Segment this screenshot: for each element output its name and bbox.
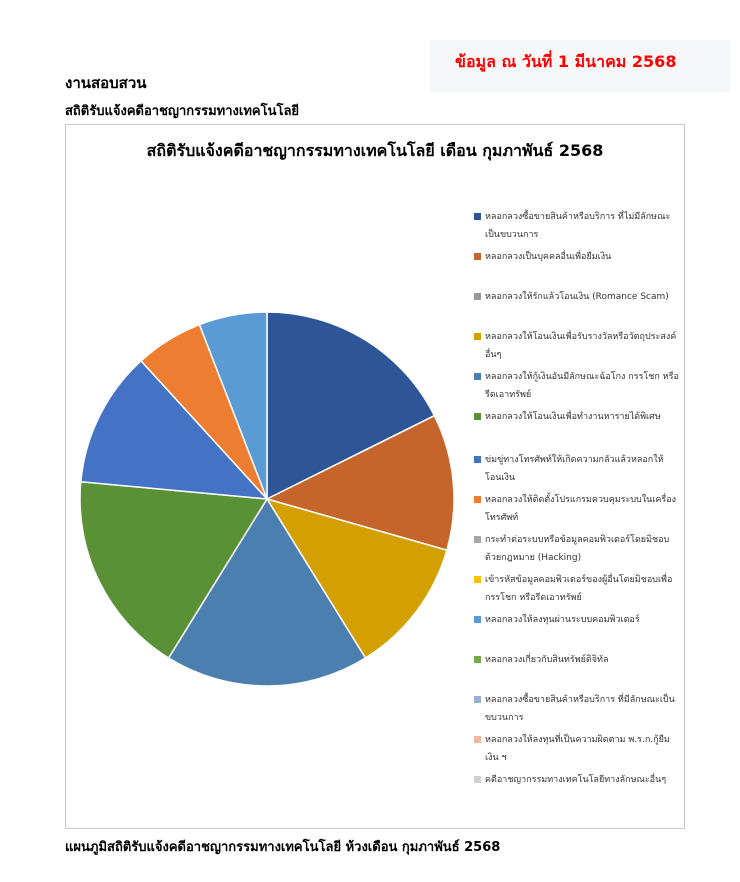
legend-item	[474, 248, 679, 266]
legend-item	[474, 328, 679, 364]
legend-label: เข้ารหัสข้อมูลคอมพิวเตอร์ของผู้อื่นโดยมิชอบเพื่อกรรโชก หรือรีดเอาทรัพย์	[485, 575, 673, 603]
legend-label: หลอกลวงให้ติดตั้งโปรแกรมควบคุมระบบในเครื่องโทรศัพท์	[485, 495, 677, 523]
legend-item	[474, 408, 679, 426]
chart-title: สถิติรับแจ้งคดีอาชญากรรมทางเทคโนโลยี เดือน กุมภาพันธ์ 2568	[146, 141, 604, 160]
legend-label: หลอกลวงเป็นบุคคลอื่นเพื่อยืมเงิน	[485, 252, 612, 262]
legend-item	[474, 531, 679, 567]
legend-label: หลอกลวงให้โอนเงินเพื่อทำงานหารายได้พิเศษ	[485, 412, 661, 422]
legend-label: หลอกลวงให้รักแล้วโอนเงิน (Romance Scam)	[485, 292, 669, 302]
legend-swatch	[474, 736, 481, 743]
legend-item	[474, 611, 679, 629]
chart-caption: แผนภูมิสถิติรับแจ้งคดีอาชญากรรมทางเทคโนโลยี ห้วงเดือน กุมภาพันธ์ 2568	[65, 840, 501, 855]
legend-label: หลอกลวงให้ลงทุนผ่านระบบคอมพิวเตอร์	[485, 615, 640, 625]
legend-swatch	[474, 696, 481, 703]
legend-swatch	[474, 253, 481, 260]
data-date: ข้อมูล ณ วันที่ 1 มีนาคม 2568	[455, 52, 677, 71]
legend-item	[474, 691, 679, 727]
legend-item	[474, 491, 679, 527]
legend-swatch	[474, 333, 481, 340]
legend-swatch	[474, 413, 481, 420]
legend-swatch	[474, 213, 481, 220]
legend-item	[474, 288, 679, 306]
legend-item	[474, 208, 679, 244]
legend-item	[474, 571, 679, 607]
department-heading: งานสอบสวน	[65, 74, 147, 92]
legend-item	[474, 771, 679, 789]
legend-label: หลอกลวงให้โอนเงินเพื่อรับรางวัลหรือวัตถุประสงค์อื่นๆ	[485, 332, 677, 360]
legend-label: หลอกลวงซื้อขายสินค้าหรือบริการ ที่ไม่มีลักษณะเป็นขบวนการ	[485, 212, 671, 240]
legend-swatch	[474, 496, 481, 503]
legend-swatch	[474, 293, 481, 300]
legend-swatch	[474, 536, 481, 543]
legend-swatch	[474, 576, 481, 583]
legend-label: หลอกลวงเกี่ยวกับสินทรัพย์ดิจิทัล	[485, 655, 609, 665]
legend-label: ข่มขู่ทางโทรศัพท์ให้เกิดความกลัวแล้วหลอกให้โอนเงิน	[485, 455, 664, 483]
legend-label: คดีอาชญากรรมทางเทคโนโลยีทางลักษณะอื่นๆ	[485, 775, 667, 785]
legend-item	[474, 368, 679, 404]
legend-item	[474, 451, 679, 487]
legend-swatch	[474, 456, 481, 463]
legend-item	[474, 651, 679, 669]
legend-label: หลอกลวงให้กู้เงินอันมีลักษณะฉ้อโกง กรรโชก หรือรีดเอาทรัพย์	[485, 372, 679, 400]
legend-swatch	[474, 373, 481, 380]
legend-label: หลอกลวงให้ลงทุนที่เป็นความผิดตาม พ.ร.ก.กู้ยืมเงิน ฯ	[485, 735, 670, 763]
section-subtitle: สถิติรับแจ้งคดีอาชญากรรมทางเทคโนโลยี	[65, 104, 300, 119]
legend-item	[474, 731, 679, 767]
chart-area	[65, 124, 685, 829]
legend-label: กระทำต่อระบบหรือข้อมูลคอมพิวเตอร์โดยมิชอบด้วยกฎหมาย (Hacking)	[485, 535, 670, 563]
legend-swatch	[474, 616, 481, 623]
legend-swatch	[474, 776, 481, 783]
legend-label: หลอกลวงซื้อขายสินค้าหรือบริการ ที่มีลักษณะเป็นขบวนการ	[485, 695, 675, 723]
pie-chart	[66, 125, 466, 830]
legend-swatch	[474, 656, 481, 663]
